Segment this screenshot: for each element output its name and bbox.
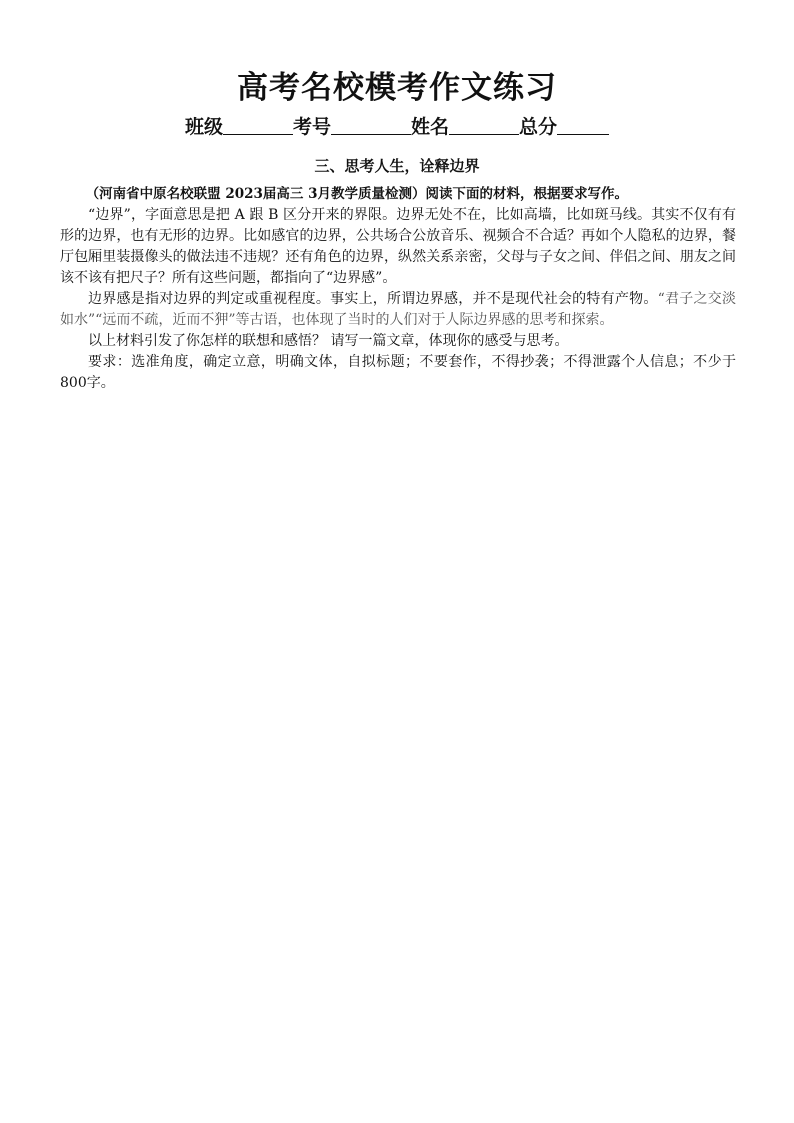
class-blank[interactable]	[223, 116, 293, 135]
class-label: 班级	[184, 116, 223, 138]
material-paragraph-1: “边界”，字面意思是把 A 跟 B 区分开来的界限。边界无处不在，比如高墙，比如斑马线。其实不仅有有形的边界，也有无形的边界。比如感官的边界，公共场合公放音乐、视频合不合适？再如个人隐私的边界，餐厅包厢里装摄像头的做法违不违规？还有角色的边界，纵然关系亲密，父母与子女之间、伴侣之间、朋友之间该不该有把尺子？所有这些问题，都指向了“边界感”。	[60, 207, 736, 286]
source-line: （河南省中原名校联盟 2023届高三 3月教学质量检测）阅读下面的材料，根据要求写作。	[85, 186, 629, 202]
exam-number-blank[interactable]	[331, 116, 411, 135]
essay-prompt	[60, 184, 736, 394]
material-paragraph-2	[60, 289, 736, 331]
worksheet-title: 高考名校模考作文练习	[237, 70, 557, 106]
ancient-quote-text: “君子之交淡如水”“远而不疏，近而不狎”等古语，也体现了当时的人们对于人际边界感的思考和探索。	[60, 291, 736, 328]
section-heading: 三、思考人生，诠释边界	[314, 157, 480, 175]
writing-requirements: 要求：选准角度，确定立意，明确文体，自拟标题；不要套作，不得抄袭；不得泄露个人信息；不少于 800字。	[60, 354, 736, 391]
name-blank[interactable]	[449, 116, 519, 135]
student-info-line	[0, 112, 794, 139]
exam-number-label: 考号	[292, 116, 331, 138]
name-label: 姓名	[411, 116, 450, 138]
writing-prompt: 以上材料引发了你怎样的联想和感悟？ 请写一篇文章，体现你的感受与思考。	[88, 333, 569, 349]
score-label: 总分	[519, 116, 558, 138]
score-blank[interactable]	[557, 116, 609, 135]
material-paragraph-2-text: 边界感是指对边界的判定或重视程度。事实上，所谓边界感，并不是现代社会的特有产物。	[88, 291, 658, 307]
